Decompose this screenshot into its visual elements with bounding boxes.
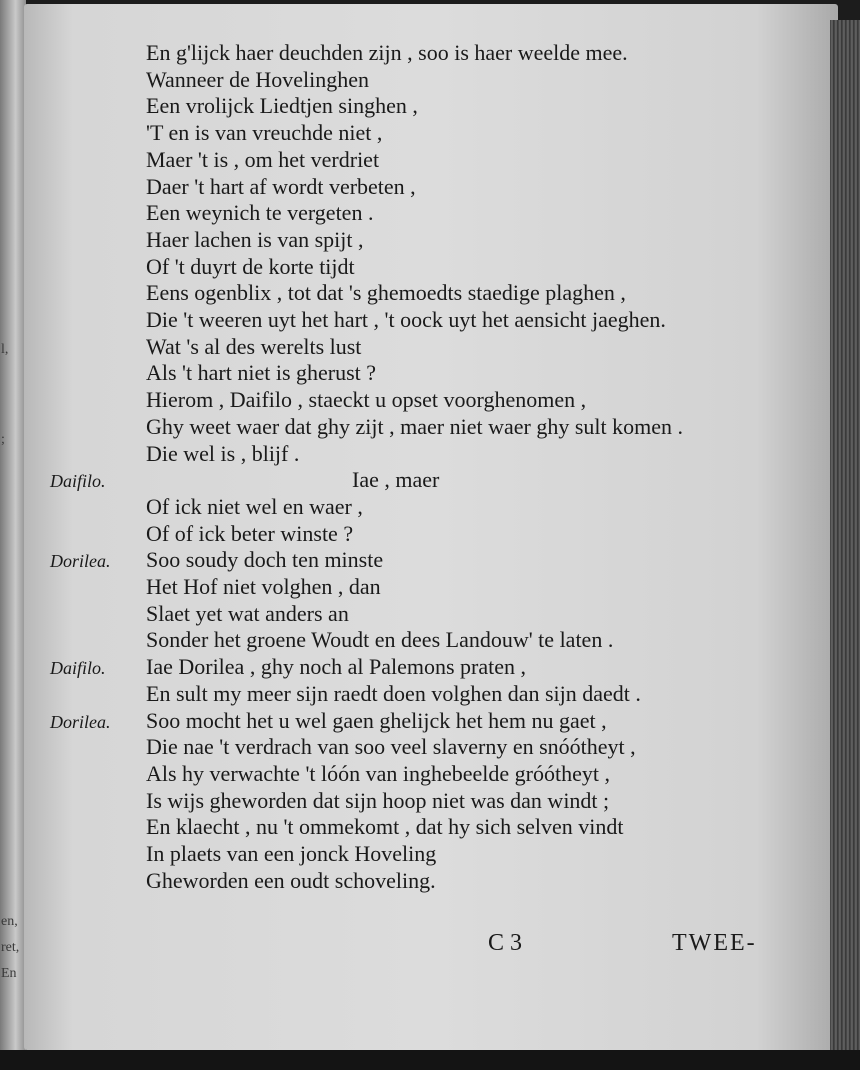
speaker-name: Daifilo. bbox=[50, 471, 106, 492]
verse-line: Soo mocht het u wel gaen ghelijck het hem nu gaet , bbox=[146, 707, 607, 733]
verse-line: Soo soudy doch ten minste bbox=[146, 547, 384, 573]
verse-line: En klaecht , nu 't ommekomt , dat hy sich selven vindt bbox=[146, 814, 624, 840]
verse-line: Haer lachen is van spijt , bbox=[146, 226, 364, 252]
verse-line: Of ick niet wel en waer , bbox=[146, 493, 363, 519]
verse-line: Een weynich te vergeten . bbox=[146, 200, 374, 226]
verse-line: Hierom , Daifilo , staeckt u opset voorghenomen , bbox=[146, 387, 587, 413]
signature-mark: C 3 bbox=[488, 930, 523, 956]
verse-line: Ghy weet waer dat ghy zijt , maer niet waer ghy sult komen . bbox=[146, 413, 684, 439]
verse-line: En sult my meer sijn raedt doen volghen dan sijn daedt . bbox=[146, 680, 641, 706]
verse-line: Als hy verwachte 't lóón van inghebeelde gróótheyt , bbox=[146, 760, 610, 786]
verse-line: Wanneer de Hovelinghen bbox=[146, 66, 370, 92]
prev-page-fragment: ; bbox=[1, 432, 5, 447]
verse-line: Daer 't hart af wordt verbeten , bbox=[146, 173, 416, 199]
prev-page-fragment: l, bbox=[1, 342, 9, 357]
verse-line: Iae , maer bbox=[352, 467, 440, 493]
verse-line: Gheworden een oudt schoveling. bbox=[146, 867, 436, 893]
speaker-name: Daifilo. bbox=[50, 658, 106, 679]
catchword: TWEE- bbox=[672, 930, 757, 956]
prev-page-fragment: En bbox=[1, 966, 17, 981]
verse-line: Iae Dorilea , ghy noch al Palemons praten , bbox=[146, 654, 526, 680]
speaker-name: Dorilea. bbox=[50, 711, 111, 732]
previous-page-edge bbox=[0, 0, 26, 1070]
verse-line: Maer 't is , om het verdriet bbox=[146, 146, 380, 172]
verse-line: Een vrolijck Liedtjen singhen , bbox=[146, 93, 418, 119]
verse-line: Of of ick beter winste ? bbox=[146, 520, 354, 546]
verse-line: Wat 's al des werelts lust bbox=[146, 333, 362, 359]
speaker-name: Dorilea. bbox=[50, 551, 111, 572]
prev-page-fragment: ret, bbox=[1, 940, 20, 955]
verse-line: 'T en is van vreuchde niet , bbox=[146, 120, 383, 146]
verse-line: Die 't weeren uyt het hart , 't oock uyt het aensicht jaeghen. bbox=[146, 307, 666, 332]
verse-line: Als 't hart niet is gherust ? bbox=[146, 360, 377, 386]
page-stack-edge bbox=[830, 20, 860, 1060]
verse-line: Het Hof niet volghen , dan bbox=[146, 574, 381, 599]
verse-line: Die wel is , blijf . bbox=[146, 440, 300, 466]
verse-line: Slaet yet wat anders an bbox=[146, 600, 349, 626]
verse-line: Of 't duyrt de korte tijdt bbox=[146, 253, 355, 279]
verse-line: Sonder het groene Woudt en dees Landouw' te laten . bbox=[146, 627, 614, 653]
verse-line: In plaets van een jonck Hoveling bbox=[146, 841, 437, 866]
bottom-shadow bbox=[0, 1050, 860, 1070]
verse-line: En g'lijck haer deuchden zijn , soo is haer weelde mee. bbox=[146, 40, 628, 65]
verse-line: Eens ogenblix , tot dat 's ghemoedts staedige plaghen , bbox=[146, 280, 626, 306]
verse-line: Die nae 't verdrach van soo veel slaverny en snóótheyt , bbox=[146, 734, 636, 760]
prev-page-fragment: en, bbox=[1, 914, 18, 929]
verse-line: Is wijs gheworden dat sijn hoop niet was dan windt ; bbox=[146, 787, 610, 813]
